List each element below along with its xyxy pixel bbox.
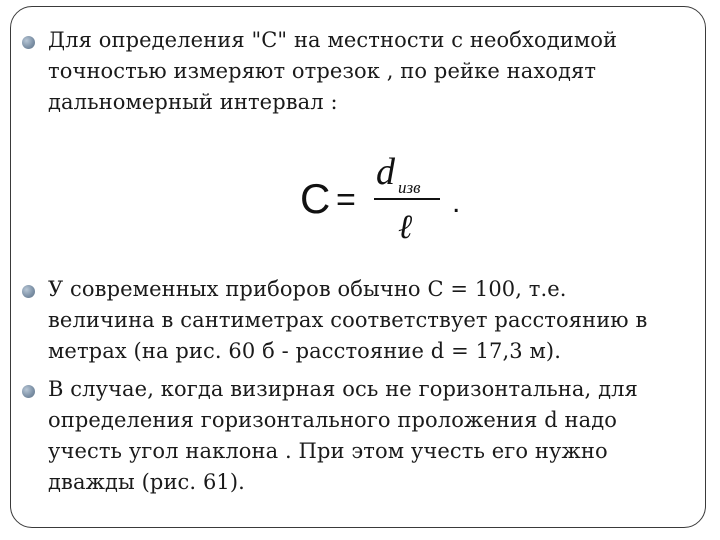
formula-denominator: ℓ [398,209,413,246]
formula-equals: = [336,181,356,219]
formula-trailing: . [452,186,461,219]
bullet-text-3: В случае, когда визирная ось не горизонтальна, для определения горизонтального проложения d надо учесть угол наклона . При этом учесть его нужно дважды (рис. 61). [48,377,638,494]
formula-svg [300,150,480,250]
formula-numerator: d [376,151,395,193]
bullet-item-2 [22,274,692,367]
bullet-dot-icon [22,385,35,398]
bullet-text-1: Для определения "С" на местности с необходимой точностью измеряют отрезок , по рейке находят дальномерный интервал : [48,28,618,114]
bullet-item-3 [22,374,692,498]
bullet-item-1 [22,25,692,118]
bullet-dot-icon [22,36,35,49]
formula [300,150,480,250]
bullet-dot-icon [22,285,35,298]
formula-lhs: C [300,175,331,222]
formula-numerator-subscript: изв [398,178,421,197]
bullet-text-2: У современных приборов обычно С = 100, т.е. величина в сантиметрах соответствует расстоянию в метрах (на рис. 60 б - расстояние d = 17,3 м). [48,277,648,363]
